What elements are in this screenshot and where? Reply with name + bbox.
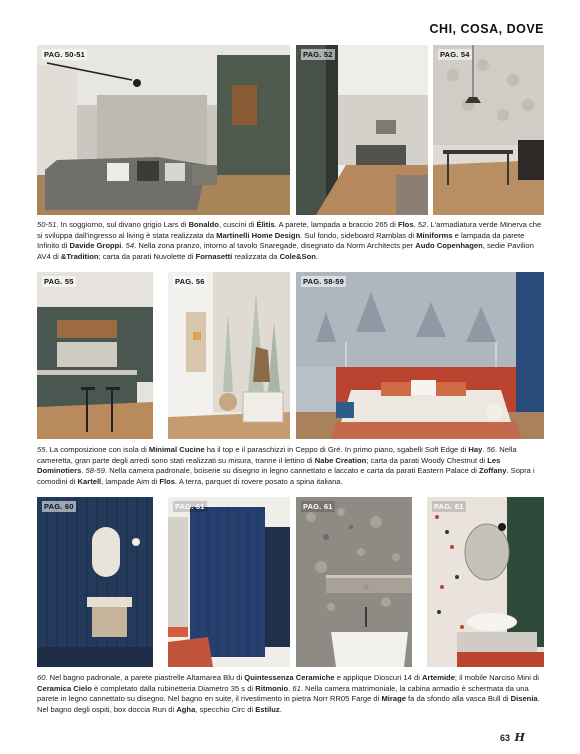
caption-text: ; carta da parati Nuvolette di xyxy=(98,251,196,261)
brand-name: Ritmonio xyxy=(255,683,289,693)
caption-text: . xyxy=(121,241,126,251)
brand-name: Ceramica Cielo xyxy=(37,683,92,693)
page-tag: PAG. 56 xyxy=(175,277,205,286)
caption-text: . Nella cameretta, gran parte degli arredi sono stati realizzati su misura, tranne il lettino di xyxy=(37,445,517,465)
photo-en-suite-bathroom xyxy=(296,497,412,667)
photo-master-bedroom xyxy=(296,272,544,439)
caption-row-1 xyxy=(37,220,544,262)
brand-name: Davide Groppi xyxy=(69,241,122,251)
caption-text: . Sopra i comodini di xyxy=(37,466,535,486)
page-tag: PAG. 50-51 xyxy=(44,50,86,59)
caption-text: . xyxy=(315,251,318,261)
brand-name: Agha xyxy=(176,704,196,714)
page-tag: PAG. 55 xyxy=(44,277,74,286)
caption-text: . Nel bagno padronale, a parete piastrelle Altamarea Blu di xyxy=(45,673,245,682)
brand-name: Cole&Son xyxy=(279,251,316,261)
page-tag: PAG. 60 xyxy=(44,502,74,511)
caption-text: , specchio Circ di xyxy=(195,704,256,714)
caption-text: e lampada da parete Infinito di xyxy=(37,230,525,251)
caption-text: . A terra, parquet di rovere posato a spina italiana. xyxy=(175,476,343,486)
brand-name: Artemide xyxy=(422,673,455,682)
brand-name: Flos xyxy=(159,476,176,486)
photo-walk-in-closet-wall xyxy=(168,497,290,667)
page-ref: 50-51 xyxy=(37,220,57,229)
caption-text: e applique Dioscuri 14 di xyxy=(334,673,422,682)
page-ref: 60 xyxy=(37,673,46,682)
caption-text: . Nel bagno degli ospiti, box doccia Run di xyxy=(37,694,540,714)
brand-name: Hay xyxy=(468,445,483,454)
brand-name: Audo Copenhagen xyxy=(415,241,483,251)
brand-name: Martinelli Home Design xyxy=(216,230,301,240)
caption-text: realizzata da xyxy=(232,251,280,261)
page-ref: 61 xyxy=(292,683,301,693)
brand-name: Mirage xyxy=(381,694,406,704)
page-ref: 55 xyxy=(37,445,46,454)
photo-entrance-hall xyxy=(296,45,428,215)
caption-text: . Nella camera padronale, boiserie su disegno in legno cannettato e laccato e carta da parati Eastern Palace di xyxy=(104,466,479,476)
magazine-logo: H xyxy=(514,731,525,744)
caption-text: . xyxy=(81,466,86,476)
caption-text: , cuscini di xyxy=(218,220,257,229)
caption-text: . Nella zona pranzo, intorno al tavolo Snaregade, disegnato da Norm Architects per xyxy=(134,241,416,251)
caption-text: . La composizione con isola di xyxy=(45,445,149,454)
caption-text: . xyxy=(279,704,282,714)
photo-kitchen xyxy=(37,272,153,439)
photo-kids-room xyxy=(168,272,290,439)
page-tag: PAG. 58-59 xyxy=(303,277,345,286)
caption-text: , lampade Aim di xyxy=(101,476,160,486)
caption-text: ; carta da parati Woody Chestnut di xyxy=(366,455,488,465)
page-ref: 52 xyxy=(417,220,427,229)
photo-living-room xyxy=(37,45,290,215)
photo-guest-bathroom xyxy=(427,497,544,667)
brand-name: Les Dominotiers xyxy=(37,455,501,476)
section-title: CHI, COSA, DOVE xyxy=(429,22,544,36)
brand-name: Zoffany xyxy=(479,466,507,476)
page-tag: PAG. 54 xyxy=(440,50,470,59)
brand-name: Bonaldo xyxy=(188,220,219,229)
caption-text: . xyxy=(288,683,293,693)
brand-name: Quintessenza Ceramiche xyxy=(244,673,335,682)
caption-text: . Nella camera matrimoniale, la cabina armadio è schermata da una parete in legno cannettato su disegno. Nel bagno en suite, il rivestimento in pietra Norr RR05 Farge di xyxy=(37,683,529,704)
page-tag: PAG. 61 xyxy=(434,502,464,511)
caption-row-3 xyxy=(37,673,544,715)
brand-name: Disenia xyxy=(510,694,538,704)
photo-master-bathroom xyxy=(37,497,153,667)
brand-name: &Tradition xyxy=(60,251,99,261)
caption-text: ; il mobile Narciso Mini di xyxy=(454,673,539,682)
caption-text: è completato dalla rubinetteria Diametro 35 s di xyxy=(91,683,256,693)
page-tag: PAG. 61 xyxy=(303,502,333,511)
brand-name: Élitis xyxy=(256,220,275,229)
brand-name: Nabe Creation xyxy=(314,455,367,465)
caption-row-2 xyxy=(37,445,544,487)
caption-text: , sedie Pavilion AV4 di xyxy=(37,241,534,261)
page-ref: 56 xyxy=(486,445,496,454)
caption-text: . In soggiorno, sul divano grigio Lars di xyxy=(56,220,189,229)
brand-name: Miniforms xyxy=(416,230,453,240)
caption-text: . L'armadiatura verde Minerva che si sviluppa dall'ingresso al living è stata realizzata da xyxy=(37,220,542,240)
caption-text: . xyxy=(482,445,487,454)
page-tag: PAG. 61 xyxy=(175,502,205,511)
photo-dining-area xyxy=(433,45,544,215)
page-ref: 54 xyxy=(125,241,135,251)
caption-text: . Sul fondo, sideboard Ramblas di xyxy=(300,230,417,240)
caption-text: . xyxy=(413,220,418,229)
caption-text: fa da sfondo alla vasca Bull di xyxy=(405,694,511,704)
page-footer xyxy=(500,731,525,744)
page-ref: 58-59 xyxy=(85,466,105,476)
brand-name: Fornasetti xyxy=(195,251,233,261)
brand-name: Flos xyxy=(397,220,414,229)
page-tag: PAG. 52 xyxy=(303,50,333,59)
caption-text: . A parete, lampada a braccio 265 di xyxy=(274,220,398,229)
brand-name: Kartell xyxy=(77,476,102,486)
brand-name: Estiluz xyxy=(255,704,280,714)
page-number: 63 xyxy=(500,733,511,743)
brand-name: Minimal Cucine xyxy=(148,445,205,454)
caption-text: ha il top e il paraschizzi in Ceppo di Gré. In primo piano, sgabelli Soft Edge di xyxy=(204,445,469,454)
